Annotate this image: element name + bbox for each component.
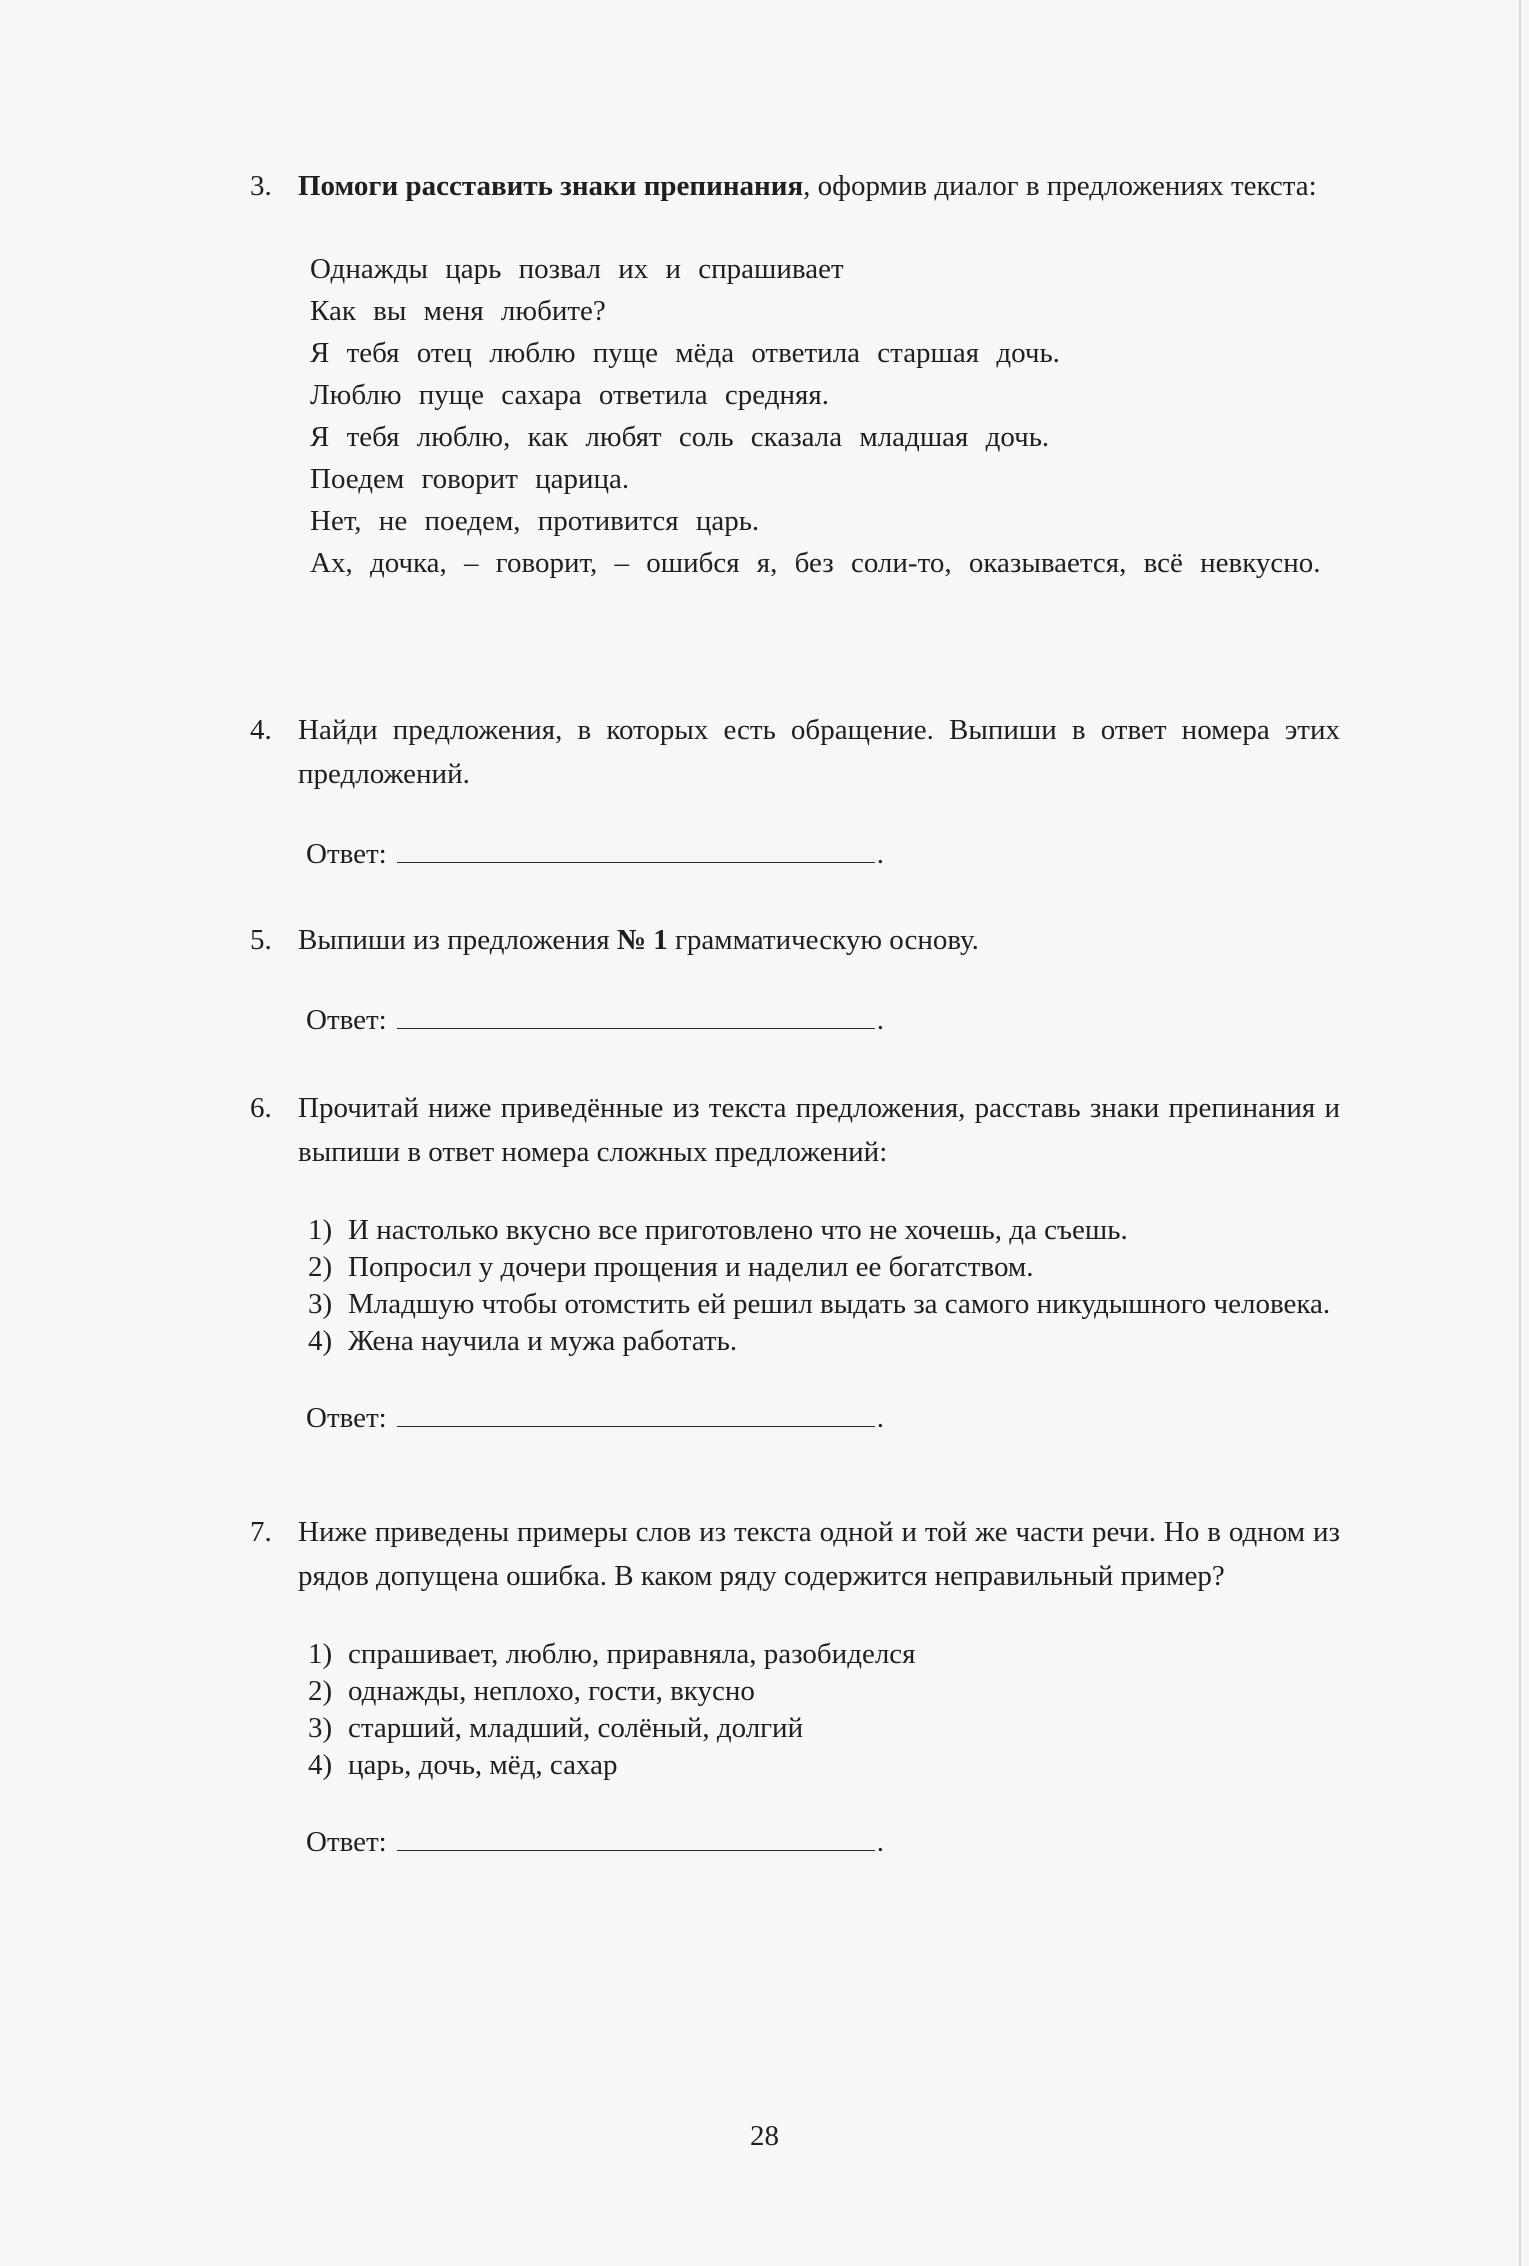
answer-line: Ответ: .	[298, 1396, 1340, 1440]
answer-line: Ответ: .	[298, 1820, 1340, 1864]
task-number: 3.	[250, 170, 272, 202]
dialog-text	[298, 248, 1340, 584]
list-item: 4) царь, дочь, мёд, сахар	[308, 1749, 618, 1781]
answer-line: Ответ: .	[298, 998, 1340, 1042]
task-4	[250, 708, 1340, 876]
answer-label: Ответ:	[306, 1402, 387, 1434]
list-item: 2) Попросил у дочери прощения и наделил ее богатством.	[308, 1251, 1034, 1283]
task-question: Выпиши из предложения № 1 грамматическую основу.	[298, 924, 979, 956]
dialog-line: Я тебя люблю, как любят соль сказала младшая дочь.	[310, 421, 1050, 453]
task-question: Найди предложения, в которых есть обращение. Выпиши в ответ номера этих предложений.	[298, 714, 1340, 790]
task-number: 5.	[250, 924, 272, 956]
list-item: 4) Жена научила и мужа работать.	[308, 1325, 738, 1357]
dialog-line: Однажды царь позвал их и спрашивает	[310, 253, 844, 285]
answer-label: Ответ:	[306, 1004, 387, 1036]
list-item: 1) И настолько вкусно все приготовлено что не хочешь, да съешь.	[308, 1214, 1128, 1246]
task-question	[298, 164, 1340, 208]
answer-label: Ответ:	[306, 838, 387, 870]
task-question: Прочитай ниже приведённые из текста предложения, расставь знаки препинания и выпиши в ответ номера сложных предложений:	[298, 1092, 1340, 1168]
task-number: 6.	[250, 1092, 272, 1124]
task-6	[250, 1086, 1340, 1440]
answer-label: Ответ:	[306, 1826, 387, 1858]
dialog-line: Нет, не поедем, противится царь.	[310, 505, 760, 537]
task-5	[250, 918, 1340, 1042]
dialog-line: Как вы меня любите?	[310, 295, 606, 327]
list-item: 3) старший, младший, солёный, долгий	[308, 1712, 804, 1744]
options-list	[298, 1636, 1340, 1784]
task-3	[250, 164, 1340, 584]
options-list	[298, 1212, 1340, 1360]
list-item: 3) Младшую чтобы отомстить ей решил выдать за самого никудышного человека.	[308, 1288, 1331, 1320]
task-number: 7.	[250, 1516, 272, 1548]
answer-field[interactable]	[397, 832, 875, 863]
page-edge	[1519, 0, 1521, 2266]
dialog-line: Ах, дочка, – говорит, – ошибся я, без соли-то, оказывается, всё невкусно.	[310, 547, 1321, 579]
task-7	[250, 1510, 1340, 1864]
answer-field[interactable]	[397, 998, 875, 1029]
answer-field[interactable]	[397, 1820, 875, 1851]
list-item: 2) однажды, неплохо, гости, вкусно	[308, 1675, 755, 1707]
answer-field[interactable]	[397, 1396, 875, 1427]
task-lead-rest: , оформив диалог в предложениях текста:	[803, 170, 1317, 202]
dialog-line: Поедем говорит царица.	[310, 463, 630, 495]
task-question: Ниже приведены примеры слов из текста одной и той же части речи. Но в одном из рядов допущена ошибка. В каком ряду содержится неправильный пример?	[298, 1516, 1340, 1592]
dialog-line: Я тебя отец люблю пуще мёда ответила старшая дочь.	[310, 337, 1060, 369]
list-item: 1) спрашивает, люблю, приравняла, разобиделся	[308, 1638, 916, 1670]
task-number: 4.	[250, 714, 272, 746]
page-number: 28	[750, 2120, 779, 2152]
dialog-line: Люблю пуще сахара ответила средняя.	[310, 379, 829, 411]
task-lead-bold: Помоги расставить знаки препинания	[298, 170, 804, 202]
answer-line: Ответ: .	[298, 832, 1340, 876]
